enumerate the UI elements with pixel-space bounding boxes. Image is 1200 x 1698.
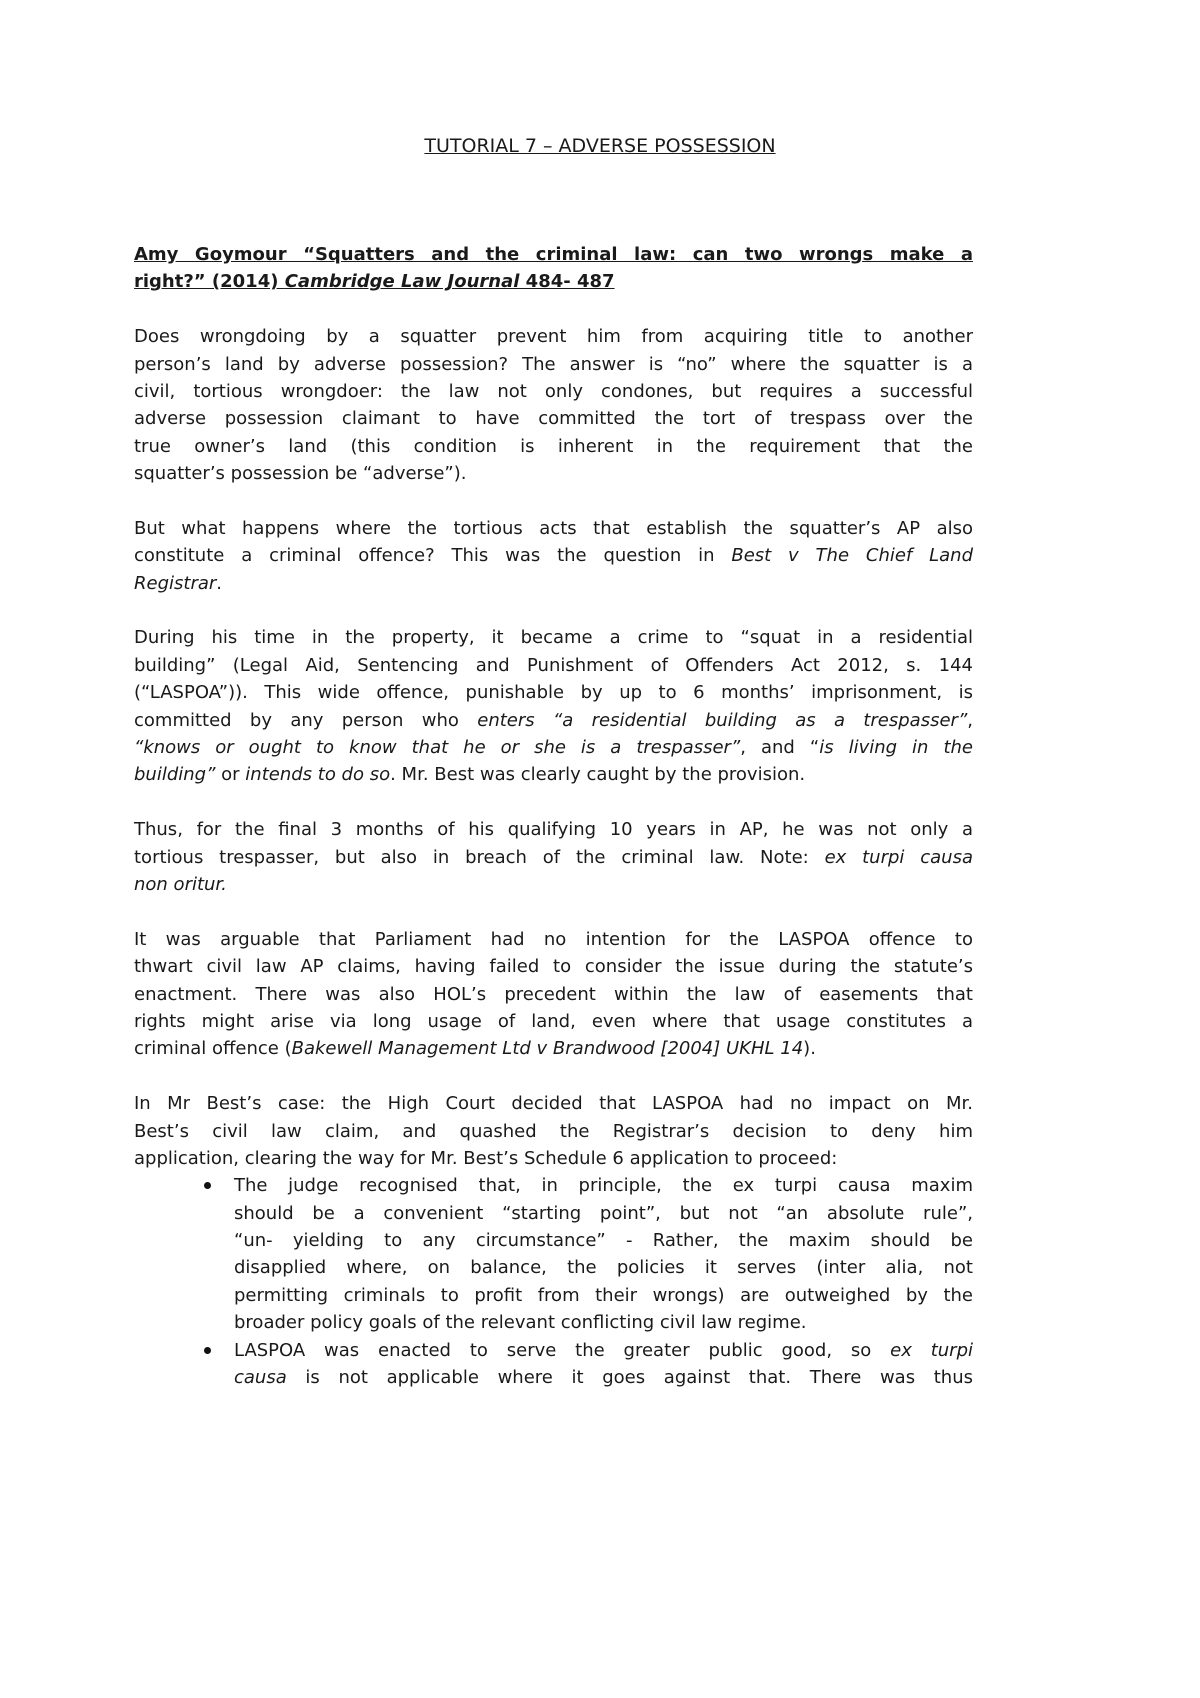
text: Does wrongdoing by a squatter prevent him from acquiring title to another [134,326,973,348]
text-line [134,1145,973,1172]
text: building” (Legal Aid, Sentencing and Punishment of Offenders Act 2012, s. 144 [134,654,973,676]
paragraphs [134,323,973,1172]
text-line [134,515,973,542]
italic-text: Registrar [134,572,217,594]
text-line [134,351,973,378]
text: should be a convenient “starting point”, but not “an absolute rule”, [234,1202,973,1224]
paragraph [134,323,973,487]
text-line [134,871,973,898]
text-line [234,1364,973,1391]
text: Best’s civil law claim, and quashed the Registrar’s decision to deny him [134,1120,973,1142]
text: It was arguable that Parliament had no intention for the LASPOA offence to [134,928,973,950]
text-line [134,1035,973,1062]
text-line [234,1337,973,1364]
text: . Mr. Best was clearly caught by the provision. [390,764,806,786]
text-line [134,542,973,569]
text-line [134,378,973,405]
document-title: TUTORIAL 7 – ADVERSE POSSESSION [424,135,776,157]
text-line [134,981,973,1008]
text: disapplied where, on balance, the policies it serves (inter alia, not [234,1257,973,1279]
text: civil, tortious wrongdoer: the law not only condones, but requires a successful [134,380,973,402]
text: broader policy goals of the relevant conflicting civil law regime. [234,1312,807,1334]
text: But what happens where the tortious acts that establish the squatter’s AP also [134,517,973,539]
text: squatter’s possession be “adverse”). [134,463,467,485]
text-line [134,953,973,980]
text-line [134,679,973,706]
text: LASPOA was enacted to serve the greater public good, so [234,1339,891,1361]
list-item [134,1337,973,1392]
italic-text: intends to do so [245,764,391,786]
paragraph [134,816,973,898]
italic-text: is living in the [819,737,974,759]
italic-text: Best v The Chief Land [731,545,974,567]
paragraph [134,1090,973,1172]
text-line [134,624,973,651]
text-line [134,761,973,788]
text: or [215,764,246,786]
text-line [134,1118,973,1145]
text-line [234,1309,973,1336]
text-line [234,1200,973,1227]
text: Amy Goymour “Squatters and the criminal law: can two wrongs make a [134,244,973,265]
text-line [134,1090,973,1117]
document-body [134,241,973,1391]
text-line [134,652,973,679]
text-line [134,1008,973,1035]
text: criminal offence ( [134,1038,292,1060]
text-line [134,816,973,843]
text: Thus, for the final 3 months of his qualifying 10 years in AP, he was not only a [134,819,973,841]
text: In Mr Best’s case: the High Court decided that LASPOA had no impact on Mr. [134,1093,973,1115]
text: constitute a criminal offence? This was the question in [134,545,732,567]
text: , and “ [740,737,820,759]
text: , [967,709,974,731]
text-line [234,1254,973,1281]
text: ). [803,1038,816,1060]
text-line [234,1172,973,1199]
text: true owner’s land (this condition is inherent in the requirement that the [134,435,973,457]
list-item-text [234,1337,973,1392]
text: rights might arise via long usage of land, even where that usage constitutes a [134,1010,973,1032]
list-item-text [234,1172,973,1336]
text-line [134,570,973,597]
italic-text: “knows or ought to know that he or she is a trespasser” [134,737,741,759]
text: . [216,572,223,594]
text: right?” (2014) [134,271,285,293]
italic-text: non oritur. [134,873,227,895]
italic-text: enters “a residential building as a trespasser” [477,709,968,731]
italic-text: Cambridge Law Journal [284,271,520,293]
text: thwart civil law AP claims, having failed to consider the issue during the statute’s [134,956,973,978]
italic-text: building” [134,764,216,786]
text: enactment. There was also HOL’s precedent within the law of easements that [134,983,973,1005]
article-citation-heading [134,241,973,296]
text-line [234,1282,973,1309]
text: “un- yielding to any circumstance” - Rather, the maxim should be [234,1230,973,1252]
italic-text: ex turpi causa [824,846,973,868]
text: permitting criminals to profit from their wrongs) are outweighed by the [234,1284,973,1306]
text-line [134,460,973,487]
text-line [134,405,973,432]
italic-text: causa [234,1367,287,1389]
text-line [134,268,973,295]
paragraph [134,624,973,788]
paragraph [134,926,973,1063]
text-line [134,241,973,268]
text: is not applicable where it goes against that. There was thus [286,1367,973,1389]
text: (“LASPOA”)). This wide offence, punishable by up to 6 months’ imprisonment, is [134,682,973,704]
text: The judge recognised that, in principle, the ex turpi causa maxim [234,1175,973,1197]
text-line [134,433,973,460]
list-item [134,1172,973,1336]
text-line [134,323,973,350]
text-line [234,1227,973,1254]
text: committed by any person who [134,709,478,731]
text: person’s land by adverse possession? The answer is “no” where the squatter is a [134,353,973,375]
text-line [134,707,973,734]
text: tortious trespasser, but also in breach of the criminal law. Note: [134,846,825,868]
italic-text: ex turpi [890,1339,974,1361]
text: application, clearing the way for Mr. Best’s Schedule 6 application to proceed: [134,1147,838,1169]
text: adverse possession claimant to have committed the tort of trespass over the [134,408,973,430]
bullet-icon [204,1347,211,1354]
text: 484- 487 [519,271,615,293]
paragraph [134,515,973,597]
text-line [134,734,973,761]
bullet-list [134,1172,973,1391]
text: During his time in the property, it became a crime to “squat in a residential [134,627,973,649]
italic-text: Bakewell Management Ltd v Brandwood [2004] UKHL 14 [291,1038,804,1060]
text-line [134,844,973,871]
bullet-icon [204,1182,211,1189]
text-line [134,926,973,953]
